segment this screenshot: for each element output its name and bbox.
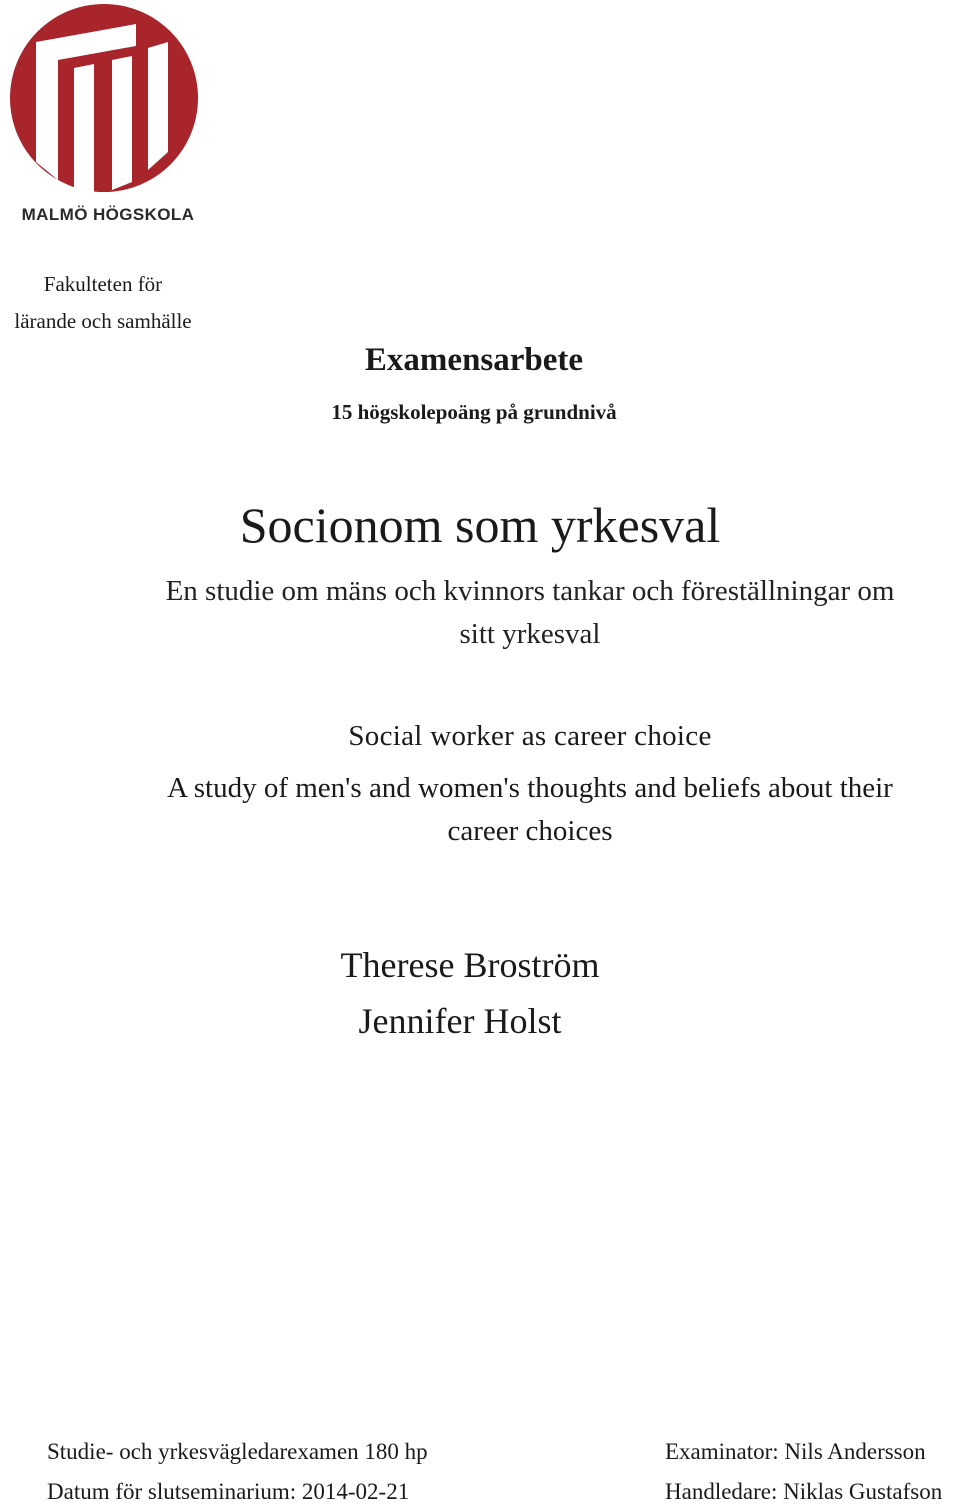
faculty-line-2: lärande och samhälle [14, 309, 192, 333]
exam-title: Examensarbete [364, 342, 584, 378]
swedish-subtitle-line-1: En studie om mäns och kvinnors tankar och föreställningar om [165, 575, 895, 607]
supervisor: Handledare: Niklas Gustafson [665, 1479, 943, 1504]
english-subtitle-line-2: career choices [447, 815, 613, 847]
english-subtitle-line-1: A study of men's and women's thoughts and beliefs about their [167, 772, 893, 804]
english-title: Social worker as career choice [348, 720, 712, 752]
seminar-date: Datum för slutseminarium: 2014-02-21 [47, 1479, 410, 1504]
examiner: Examinator: Nils Andersson [665, 1439, 926, 1464]
faculty-line-1: Fakulteten för [43, 272, 163, 296]
degree-program: Studie- och yrkesvägledarexamen 180 hp [47, 1439, 428, 1464]
swedish-title: Socionom som yrkesval [239, 497, 721, 553]
university-logo [8, 2, 200, 228]
author-name: Therese Broström [340, 945, 600, 985]
author-name: Jennifer Holst [358, 1001, 562, 1041]
logo-wordmark: MALMÖ HÖGSKOLA [21, 205, 195, 224]
logo-emblem-icon [8, 2, 200, 202]
exam-credits: 15 högskolepoäng på grundnivå [331, 400, 617, 424]
swedish-subtitle-line-2: sitt yrkesval [459, 618, 601, 650]
